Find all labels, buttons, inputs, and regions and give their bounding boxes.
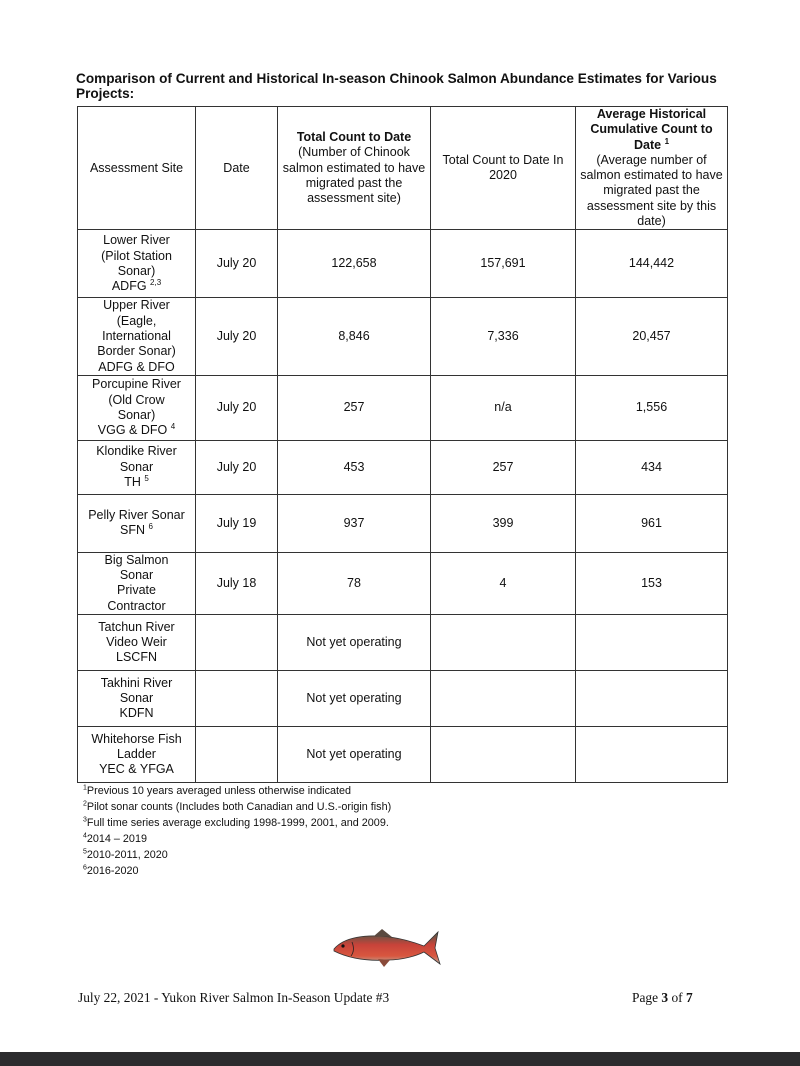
footer-page-total: 7 [685,990,693,1005]
cell-total-count: Not yet operating [278,615,431,671]
cell-total-count: 78 [278,552,431,614]
site-line [81,553,192,568]
site-line [81,475,192,490]
cell-date: July 20 [196,230,278,298]
cell-average-historical: 434 [576,440,728,494]
site-line [81,423,192,438]
site-line-text: YEC & YFGA [99,762,174,777]
header-total-count-desc: (Number of Chinook salmon estimated to have migrated past the assessment site) [282,145,426,206]
site-line-text: Private [117,583,156,598]
footnote-number: 4 [83,832,87,840]
table-row [78,440,728,494]
cell-total-2020 [431,671,576,727]
site-line [81,676,192,691]
site-line-text: Contractor [107,598,166,613]
site-line [81,599,192,614]
salmon-icon [332,925,442,971]
site-line-text: SFN [120,523,146,538]
site-line [81,762,192,777]
site-line [81,523,192,538]
site-line [81,249,192,264]
footnote-number: 1 [83,784,87,792]
cell-assessment-site [78,494,196,552]
header-average-desc: (Average number of salmon estimated to have migrated past the assessment site by this date) [580,152,723,229]
site-line [81,508,192,523]
site-line-text: KDFN [119,706,154,721]
cell-total-count: 937 [278,494,431,552]
site-line-text: International [102,328,171,343]
table-row [78,615,728,671]
site-line [81,298,192,313]
footnote [83,799,391,815]
cell-total-count: Not yet operating [278,727,431,783]
table-row [78,552,728,614]
site-line [81,360,192,375]
footnote-text: Pilot sonar counts (Includes both Canadian and U.S.-origin fish) [86,801,392,813]
table-row [78,298,728,375]
site-line-text: (Pilot Station [101,248,172,263]
footnote-number: 5 [83,848,87,856]
table-row [78,230,728,298]
header-average-footnote: 1 [664,136,670,146]
cell-total-count: 257 [278,375,431,440]
site-line-text: ADFG [111,279,147,294]
site-line [81,650,192,665]
footnote [83,831,391,847]
site-line-text: Upper River [103,298,170,313]
site-footnote-ref: 2,3 [150,278,162,288]
header-average-title-text: Average Historical Cumulative Count to Date [590,107,713,152]
header-total-count [278,107,431,230]
cell-total-count: Not yet operating [278,671,431,727]
site-footnote-ref: 5 [144,473,149,483]
cell-total-2020: 7,336 [431,298,576,375]
cell-total-2020: 4 [431,552,576,614]
cell-assessment-site [78,671,196,727]
site-line [81,264,192,279]
cell-assessment-site [78,727,196,783]
cell-date: July 19 [196,494,278,552]
footnote-text: 2014 – 2019 [86,833,147,845]
site-footnote-ref: 4 [170,422,176,431]
abundance-table [77,106,728,783]
cell-total-2020: n/a [431,375,576,440]
site-line-text: Porcupine River [92,377,181,392]
footnote-text: 2010-2011, 2020 [86,849,168,861]
site-line-text: (Old Crow [108,392,165,407]
cell-average-historical: 153 [576,552,728,614]
cell-date: July 18 [196,552,278,614]
footnote-number: 3 [83,816,87,824]
cell-date: July 20 [196,440,278,494]
site-line [81,329,192,344]
footer-document-info: July 22, 2021 - Yukon River Salmon In-Season Update #3 [78,990,390,1005]
footnote-text: Previous 10 years averaged unless otherwise indicated [86,785,351,797]
footnote-number: 6 [83,864,87,872]
site-line-text: Whitehorse Fish [91,731,182,746]
footnote [83,783,391,799]
header-assessment-site: Assessment Site [78,107,196,230]
site-line [81,620,192,635]
site-line-text: Video Weir [106,634,167,649]
site-line-text: TH [124,475,141,489]
site-line-text: Sonar [119,459,154,474]
site-line-text: Sonar [119,568,154,583]
site-line [81,377,192,392]
document-title: Comparison of Current and Historical In-season Chinook Salmon Abundance Estimates for Various Projects: [76,71,717,101]
site-line-text: Pelly River Sonar [88,508,185,523]
site-line-text: Sonar) [117,263,156,278]
site-line-text: ADFG & DFO [98,359,175,374]
site-line-text: Lower River [103,233,170,248]
cell-assessment-site [78,298,196,375]
cell-average-historical: 961 [576,494,728,552]
cell-date [196,671,278,727]
cell-assessment-site [78,375,196,440]
footnote-text: Full time series average excluding 1998-1999, 2001, and 2009. [86,817,389,829]
cell-assessment-site [78,615,196,671]
site-line-text: Big Salmon [104,552,169,567]
table-row [78,494,728,552]
footer-of-word: of [671,990,683,1005]
site-line-text: Sonar [119,690,154,705]
site-line [81,732,192,747]
site-line-text: Klondike River [96,444,177,459]
cell-average-historical [576,727,728,783]
cell-average-historical: 20,457 [576,298,728,375]
cell-total-2020 [431,615,576,671]
footnote [83,847,391,863]
cell-date: July 20 [196,298,278,375]
footer-page-word: Page [632,990,659,1005]
cell-total-count: 8,846 [278,298,431,375]
header-date: Date [196,107,278,230]
site-footnote-ref: 6 [148,522,153,532]
site-line [81,568,192,583]
site-line-text: Sonar) [117,407,156,422]
site-line [81,344,192,359]
table-row [78,671,728,727]
cell-total-2020: 157,691 [431,230,576,298]
cell-total-count: 453 [278,440,431,494]
footnotes [83,783,391,879]
site-line [81,706,192,721]
site-line [81,233,192,248]
site-line [81,460,192,475]
site-line [81,635,192,650]
footnote-text: 2016-2020 [86,865,139,877]
cell-total-count: 122,658 [278,230,431,298]
cell-total-2020: 399 [431,494,576,552]
footnote [83,863,391,879]
site-line-text: Border Sonar) [97,344,176,359]
site-line [81,279,192,294]
site-line [81,393,192,408]
cell-assessment-site [78,230,196,298]
site-line-text: VGG & DFO [97,423,168,438]
footnote [83,815,391,831]
header-average-title [579,107,724,153]
bottom-bar [0,1052,800,1066]
table-header-row [78,107,728,230]
site-line-text: (Eagle, [116,313,157,328]
cell-assessment-site [78,440,196,494]
cell-average-historical [576,615,728,671]
site-line-text: Ladder [117,746,156,761]
cell-average-historical [576,671,728,727]
footer-page-current: 3 [661,990,669,1005]
table-row [78,375,728,440]
site-line-text: Takhini River [100,675,173,690]
cell-total-2020: 257 [431,440,576,494]
cell-average-historical: 1,556 [576,375,728,440]
site-line [81,583,192,598]
site-line [81,444,192,459]
cell-assessment-site [78,552,196,614]
footnote-number: 2 [83,800,87,808]
site-line-text: Tatchun River [98,619,175,634]
cell-date [196,615,278,671]
footer-page-number [632,990,693,1006]
table-row [78,727,728,783]
cell-date [196,727,278,783]
site-line-text: LSCFN [116,650,157,665]
header-total-count-title: Total Count to Date [296,129,412,144]
header-total-2020: Total Count to Date In 2020 [431,107,576,230]
site-line [81,691,192,706]
cell-date: July 20 [196,375,278,440]
cell-total-2020 [431,727,576,783]
header-average-historical [576,107,728,230]
site-line [81,408,192,423]
site-line [81,747,192,762]
cell-average-historical: 144,442 [576,230,728,298]
site-line [81,314,192,329]
